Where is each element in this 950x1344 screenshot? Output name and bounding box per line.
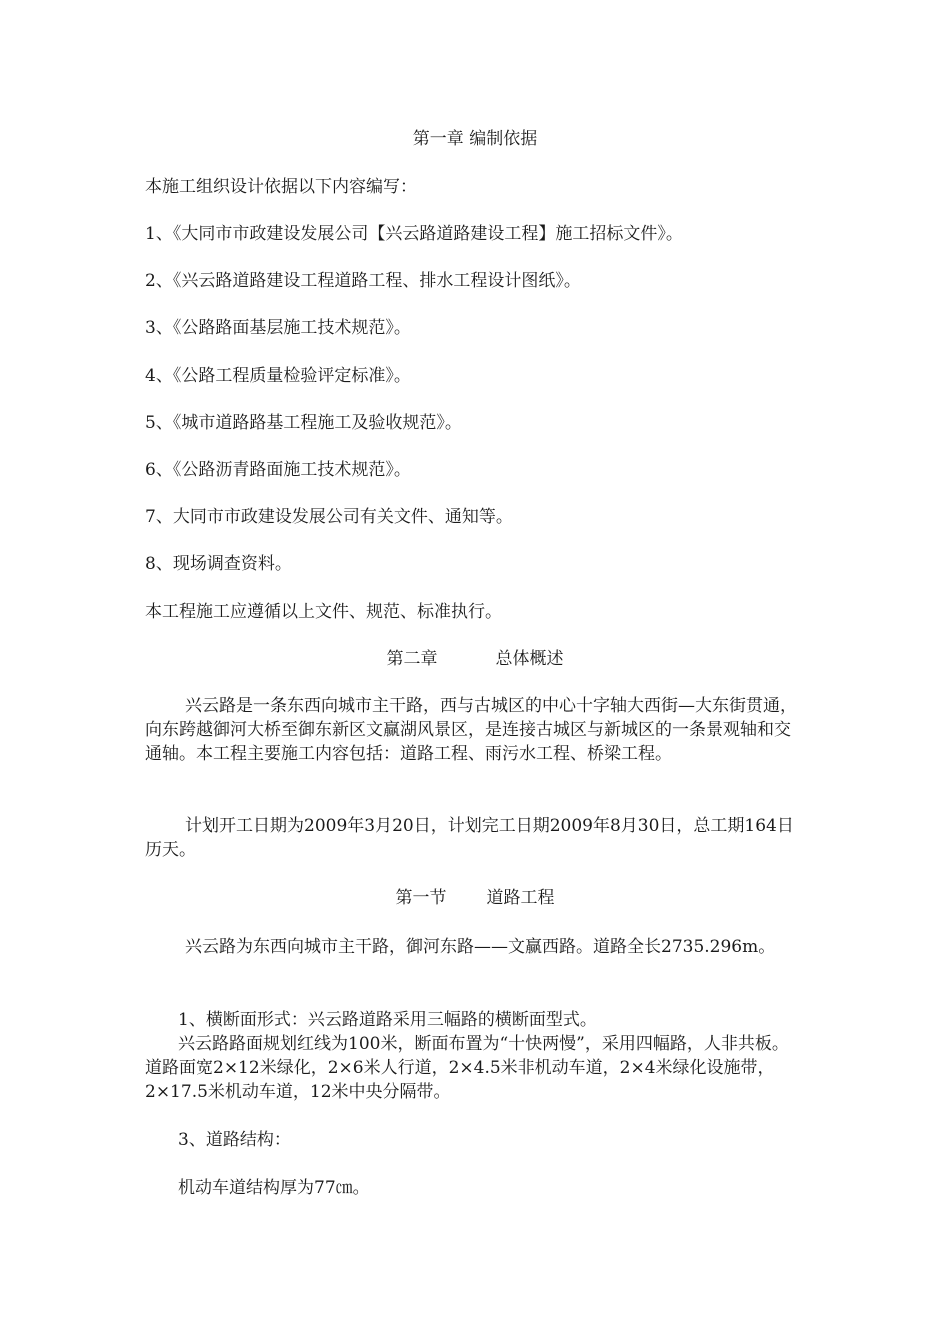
section-1-item-3: 3、道路结构： (178, 1130, 291, 1150)
reference-item-5: 5、《城市道路路基工程施工及验收规范》。 (145, 413, 462, 433)
reference-item-3: 3、《公路路面基层施工技术规范》。 (145, 318, 411, 338)
chapter-2-overview-paragraph: 兴云路是一条东西向城市主干路，西与古城区的中心十字轴大西街—大东街贯通，向东跨越御河大桥至御东新区文赢湖风景区，是连接古城区与新城区的一条景观轴和交通轴。本工程主要施工内容包括：道路工程、雨污水工程、桥梁工程。 (145, 696, 797, 764)
section-1-name: 道路工程 (486, 888, 555, 908)
reference-item-1: 1、《大同市市政建设发展公司【兴云路道路建设工程】施工招标文件》。 (145, 224, 683, 244)
reference-item-2: 2、《兴云路道路建设工程道路工程、排水工程设计图纸》。 (145, 271, 581, 291)
chapter-2-schedule-paragraph: 计划开工日期为2009年3月20日，计划完工日期2009年8月30日，总工期164日历天。 (145, 816, 794, 860)
reference-item-8: 8、现场调查资料。 (145, 554, 292, 574)
reference-item-4: 4、《公路工程质量检验评定标准》。 (145, 366, 411, 386)
section-1-title (0, 886, 950, 910)
section-1-item-1: 1、横断面形式：兴云路道路采用三幅路的横断面型式。 (178, 1010, 597, 1030)
reference-item-6: 6、《公路沥青路面施工技术规范》。 (145, 460, 411, 480)
section-1-cross-section-paragraph: 兴云路路面规划红线为100米，断面布置为“十快两慢”，采用四幅路，人非共板。道路面宽2×12米绿化，2×6米人行道，2×4.5米非机动车道，2×4米绿化设施带，2×17.5米机动车道，12米中央分隔带。 (145, 1034, 789, 1102)
chapter-1-intro: 本施工组织设计依据以下内容编写： (145, 177, 417, 197)
section-1-number: 第一节 (395, 888, 447, 908)
chapter-1-closing: 本工程施工应遵循以上文件、规范、标准执行。 (145, 602, 502, 622)
chapter-2-name: 总体概述 (495, 649, 564, 669)
chapter-2-title (0, 647, 950, 671)
section-1-structure-thickness: 机动车道结构厚为77㎝。 (178, 1178, 370, 1198)
section-1-length-paragraph: 兴云路为东西向城市主干路，御河东路——文赢西路。道路全长2735.296m。 (185, 937, 776, 957)
chapter-1-title: 第一章 编制依据 (412, 129, 538, 149)
reference-item-7: 7、大同市市政建设发展公司有关文件、通知等。 (145, 507, 513, 527)
chapter-2-number: 第二章 (386, 649, 438, 669)
